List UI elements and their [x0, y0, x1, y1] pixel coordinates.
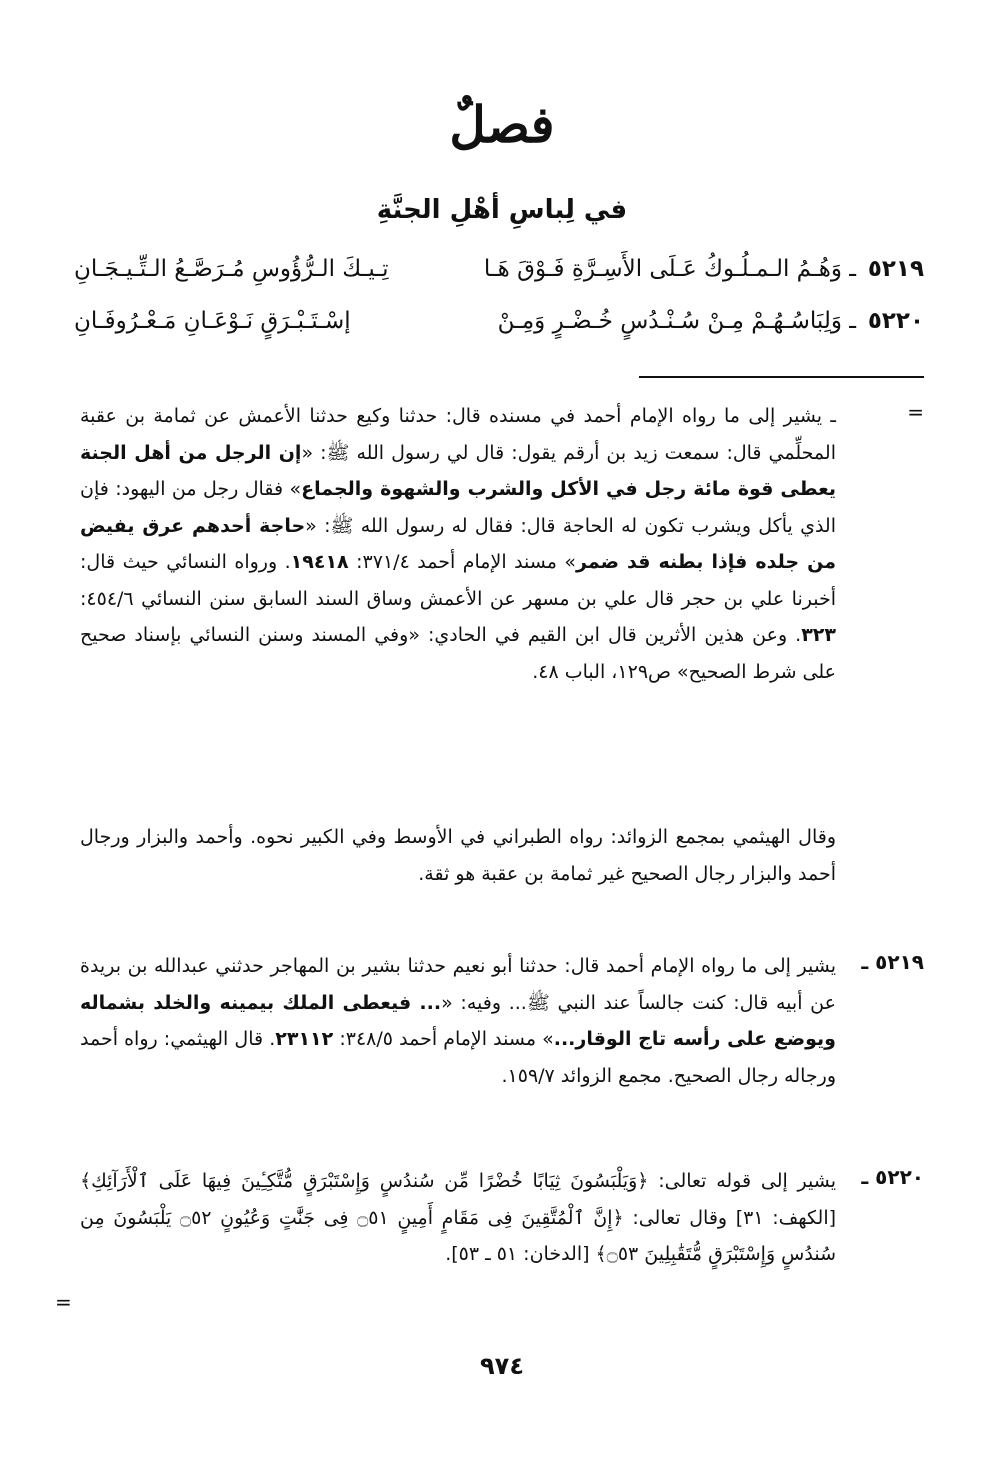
section-title: فصلٌ [449, 95, 555, 154]
hadith-quote: ... فيعطى الملك بيمينه والخلد بشماله ويوضع على رأسه تاج الوقار... [80, 991, 836, 1050]
page-number: ٩٧٤ [480, 1352, 524, 1380]
footnote-5220: يشير إلى قوله تعالى: ﴿وَيَلْبَسُونَ ثِيَابًا خُضْرًا مِّن سُندُسٍ وَإِسْتَبْرَقٍ مُّتَّكِـِٔينَ فِيهَا عَلَى ٱلْأَرَآئِكِ﴾ [الكهف: ٣١] وقال تعالى: ﴿إِنَّ ٱلْمُتَّقِينَ فِى مَقَامٍ أَمِينٍ ۝٥١ فِى جَنَّٰتٍ وَعُيُونٍ ۝٥٢ يَلْبَسُونَ مِن سُندُسٍ وَإِسْتَبْرَقٍ مُّتَقَٰبِلِينَ ۝٥٣﴾ [الدخان: ٥١ ـ ٥٣]. [80, 1170, 837, 1265]
hadith-number: ٣٢٣ [801, 624, 836, 646]
footnote-text: » فقال رجل من اليهود: فإن الذي يأكل ويشرب تكون له الحاجة قال: فقال له رسول الله ﷺ: « [80, 478, 836, 537]
footnote-text: . قال الهيثمي: رواه أحمد ورجاله رجال الصحيح. مجمع الزوائد ١٥٩/٧. [80, 1028, 836, 1087]
verse-first-hemistich: ـ وَهُـمُ الـمـلُـوكُ عَـلَى الأَسِـرَّةِ فَـوْقَ هَـا [483, 256, 856, 282]
verse-number: ٥٢٢٠ [867, 308, 924, 334]
footnote-separator [639, 376, 924, 378]
footnote-text: » مسند الإمام أحمد ٣٧١/٤: [356, 551, 577, 573]
verse-second-hemistich: إسْـتَـبْـرَقٍ نَـوْعَـانِ مَـعْـرُوفَـانِ [74, 308, 351, 334]
verse-first-hemistich: ـ وَلِبَاسُـهُـمْ مِـنْ سُـنْـدُسٍ خُـضْـرٍ وَمِـنْ [497, 308, 856, 334]
continues-next-page-marker: = [55, 1290, 72, 1314]
continued-footnote-marker: = [907, 400, 924, 424]
hadith-quote: إن الرجل من أهل الجنة يعطى قوة مائة رجل في الأكل والشرب والشهوة والجماع [80, 441, 836, 500]
verse-number: ٥٢١٩ [867, 256, 924, 282]
footnote-text: ـ يشير إلى ما رواه الإمام أحمد في مسنده قال: حدثنا وكيع حدثنا الأعمش عن ثمامة بن عقبة المحلِّمي قال: سمعت زيد بن أرقم يقول: قال لي رسول الله ﷺ: « [80, 405, 836, 464]
verse-line [74, 308, 924, 348]
hadith-quote: حاجة أحدهم عرق يفيض من جلده فإذا بطنه قد ضمر [80, 514, 836, 573]
verse-second-hemistich: تِـيـكَ الـرُّؤُوسِ مُـرَصَّـعُ الـتِّـيـجَـانِ [74, 256, 389, 282]
verse-line [74, 256, 924, 296]
footnote-text: يشير إلى ما رواه الإمام أحمد قال: حدثنا أبو نعيم حدثنا بشير بن المهاجر حدثني عبدالله بن بريدة عن أبيه قال: كنت جالساً عند النبي ﷺ... وفيه: « [80, 955, 836, 1014]
hadith-number: ١٩٤١٨ [290, 551, 349, 573]
hadith-number: ٢٣١١٢ [275, 1028, 334, 1050]
section-subtitle: في لِباسِ أهْلِ الجنَّةِ [376, 195, 628, 225]
footnote-paragraph: وقال الهيثمي بمجمع الزوائد: رواه الطبراني في الأوسط وفي الكبير نحوه. وأحمد والبزار ورجال أحمد والبزار رجال الصحيح غير ثمامة بن عقبة هو ثقة. [80, 826, 836, 885]
footnote-5219 [80, 948, 836, 1094]
footnote-text: . ورواه النسائي حيث قال: أخبرنا علي بن حجر قال علي بن مسهر عن الأعمش وساق السند السابق سنن النسائي ٤٥٤/٦: [80, 551, 836, 610]
footnote-number: ٥٢١٩ ـ [861, 950, 924, 974]
footnote-text: . وعن هذين الأثرين قال ابن القيم في الحادي: «وفي المسند وسنن النسائي بإسناد صحيح على شرط الصحيح» ص١٢٩، الباب ٤٨. [80, 624, 836, 683]
footnote-text: » مسند الإمام أحمد ٣٤٨/٥: [339, 1028, 554, 1050]
footnote-number: ٥٢٢٠ ـ [861, 1165, 924, 1189]
footnote-continued [80, 398, 836, 690]
